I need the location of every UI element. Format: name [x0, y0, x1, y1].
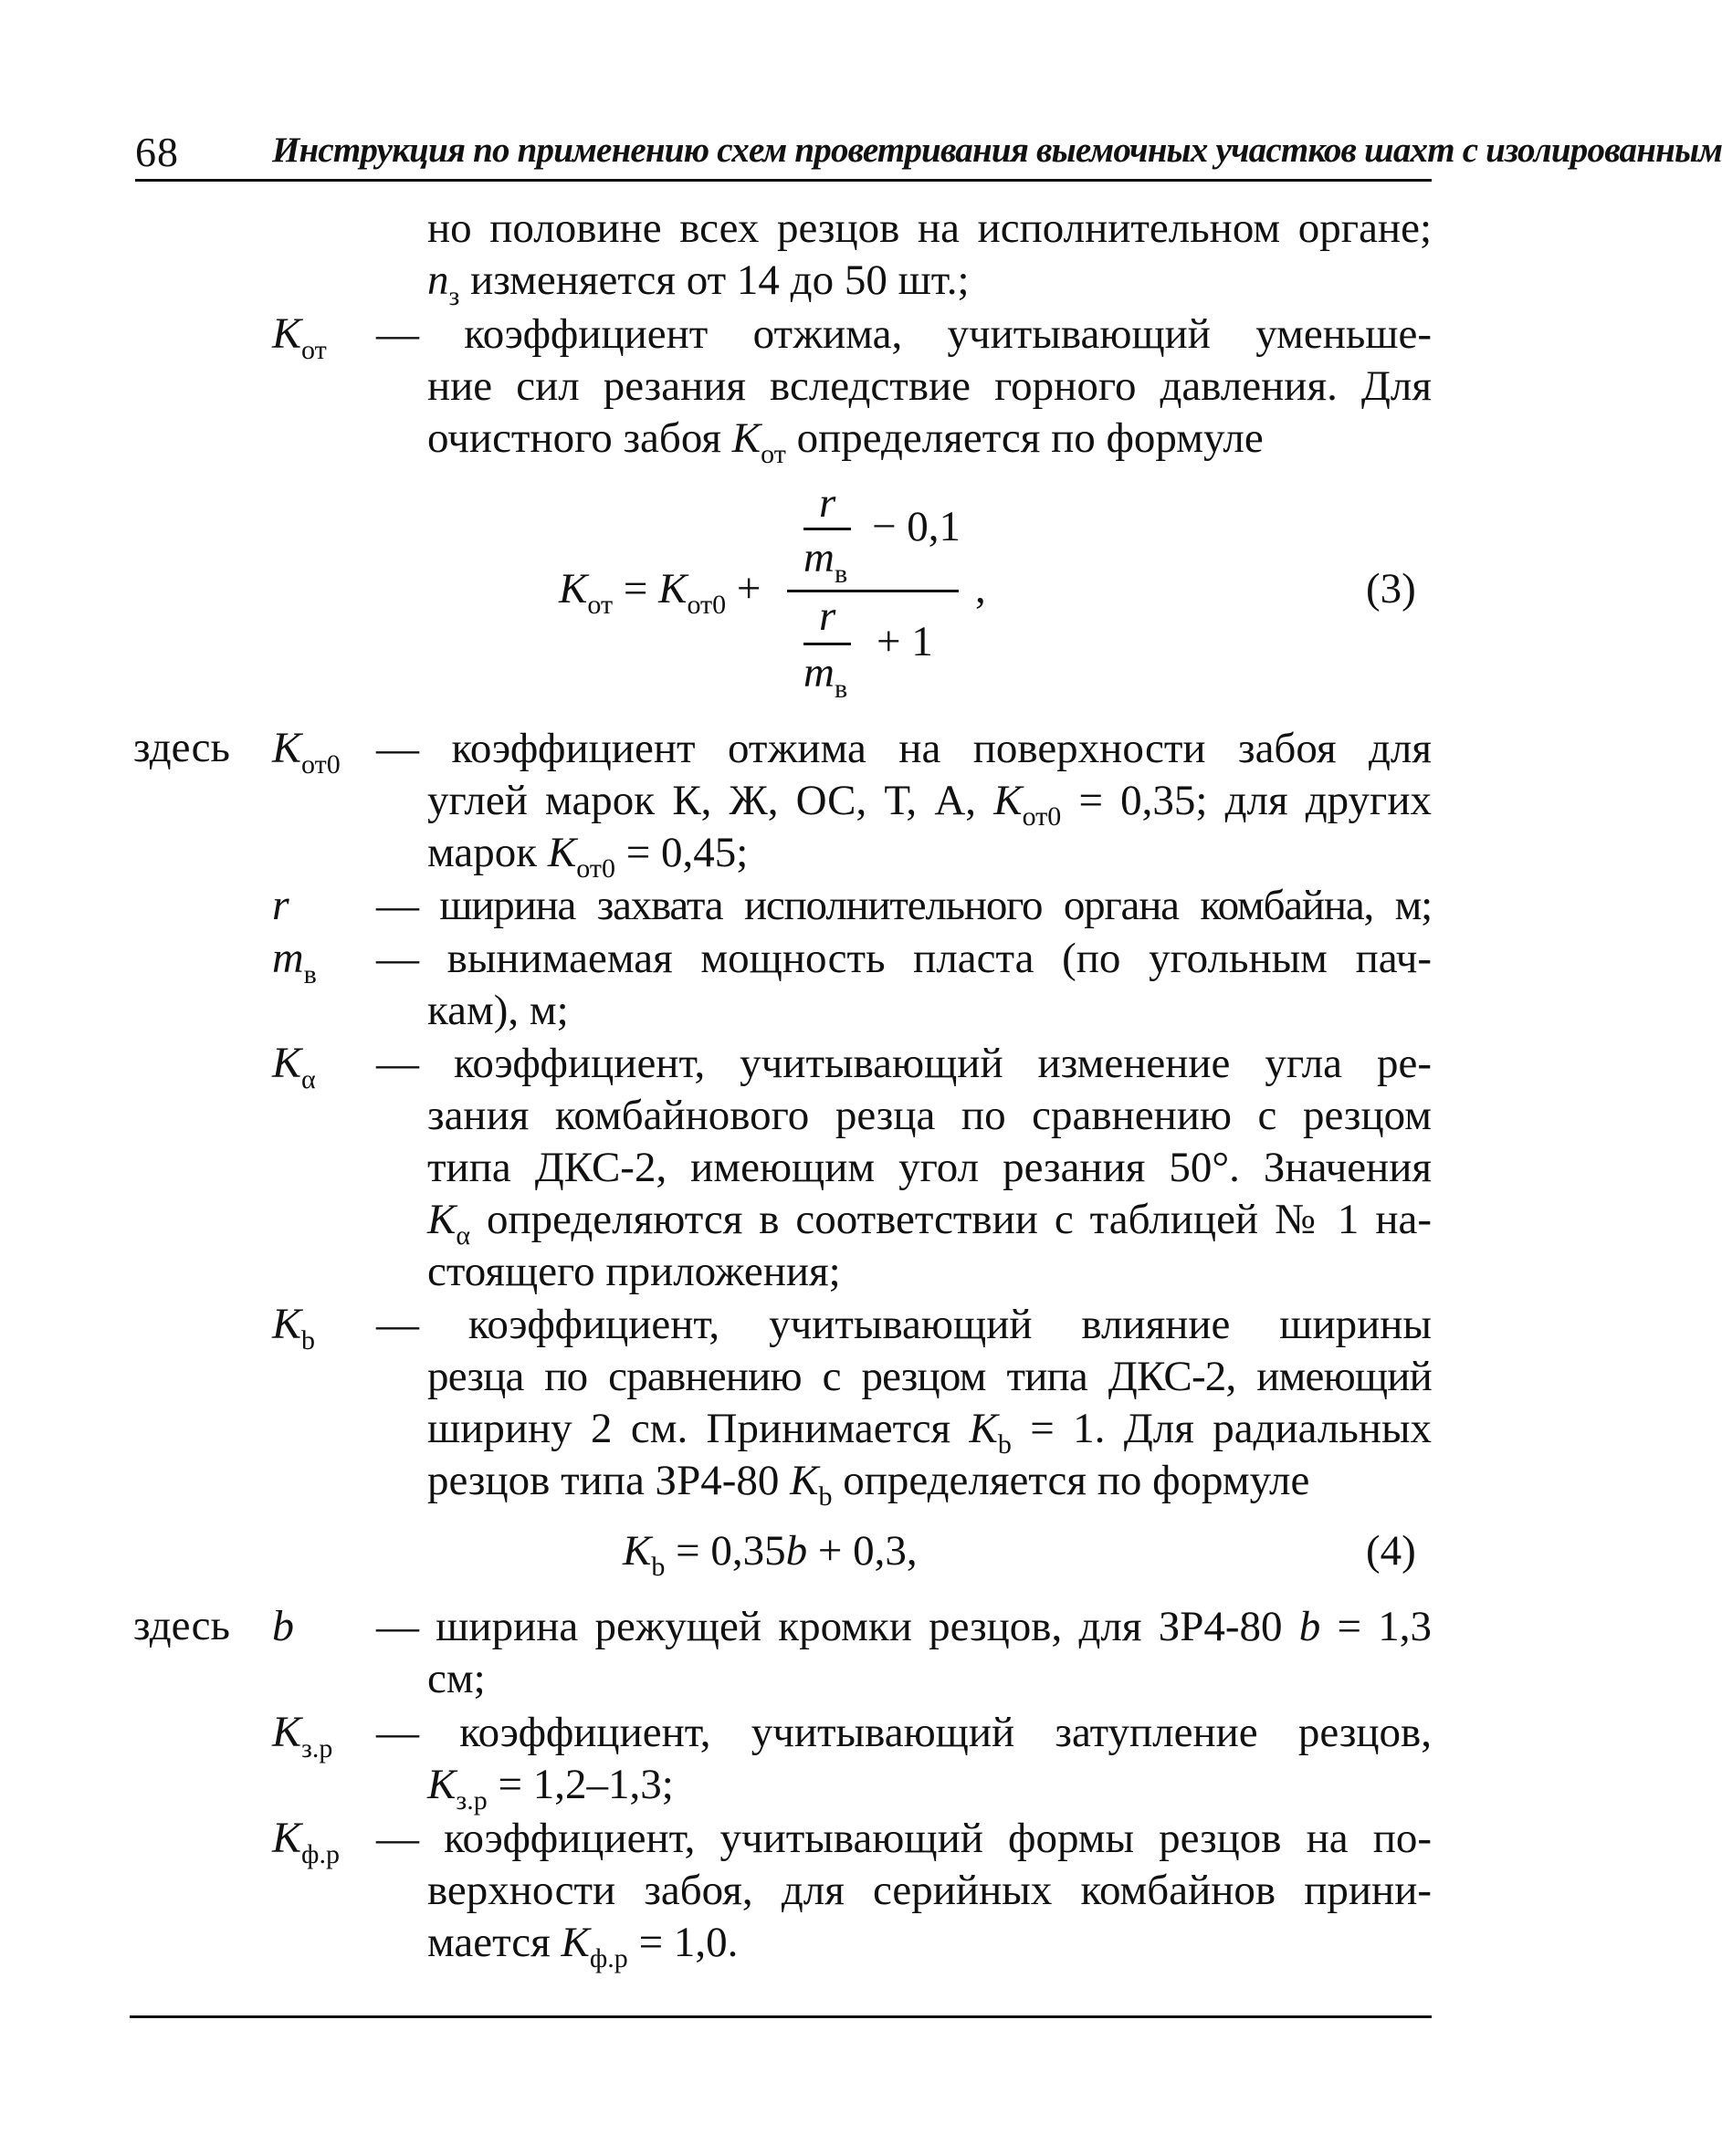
k-alpha-line-4: $K_\alpha$ определяются в соответствии с таблицей № 1 на-	[427, 1196, 1432, 1251]
k-fr-line-2: верхности забоя, для серийных комбайнов прини-	[427, 1867, 1432, 1914]
continuation-line-2: $n_з$ изменяется от 14 до 50 шт.;	[427, 256, 970, 311]
k-ot0-line-2: углей марок К, Ж, ОС, Т, А, $K_{от0} = 0,35$; для других	[427, 777, 1432, 832]
k-ot-line-1: — коэффициент отжима, учитывающий уменьше-	[376, 310, 1432, 358]
continuation-line-1: но половине всех резцов на исполнительном органе;	[427, 204, 1432, 252]
here-label-1: здесь	[133, 724, 230, 771]
k-ot0-line-3: марок $K_{от0} = 0,45$;	[427, 829, 749, 884]
formula-3-den-r: r	[819, 592, 836, 640]
k-ot0-line-1: — коэффициент отжима на поверхности забоя для	[376, 725, 1432, 772]
b-symbol: b	[272, 1602, 294, 1650]
formula-3-num-m: $m_в$	[803, 534, 848, 589]
k-ot-line-3: очистного забоя $K_{от}$ определяется по формуле	[427, 414, 1264, 469]
k-zr-line-2: $K_{з.р} = 1,2-1,3$;	[427, 1761, 674, 1816]
k-alpha-line-3: типа ДКС-2, имеющим угол резания 50°. Значения	[427, 1144, 1432, 1191]
header-rule	[135, 179, 1432, 182]
k-b-line-2: резца по сравнению с резцом типа ДКС-2, имеющий	[427, 1353, 1432, 1400]
formula-3-den-m: $m_в$	[803, 649, 848, 704]
running-title: Инструкция по применению схем проветривания выемочных участков шахт с изолированным	[272, 131, 1722, 170]
k-b-line-3: ширину 2 см. Принимается $K_b = 1$. Для радиальных	[427, 1405, 1433, 1460]
formula-4: $K_b = 0,35b + 0,3$,	[623, 1527, 918, 1582]
k-alpha-line-1: — коэффициент, учитывающий изменение угла ре-	[376, 1040, 1432, 1087]
k-b-symbol: $K_b$	[272, 1300, 316, 1355]
formula-3-minus: − 0,1	[872, 503, 961, 550]
m-v-symbol: $m_в$	[272, 934, 317, 989]
k-ot0-symbol: $K_{от0}$	[272, 724, 341, 780]
k-zr-symbol: $K_{з.р}$	[272, 1708, 333, 1764]
m-v-line-2: кам), м;	[427, 987, 569, 1034]
k-ot-symbol: $K_{от}$	[272, 309, 327, 365]
k-b-line-4: резцов типа ЗР4-80 $K_b$ определяется по формуле	[427, 1457, 1310, 1512]
k-fr-line-1: — коэффициент, учитывающий формы резцов на по-	[376, 1815, 1432, 1862]
k-alpha-line-2: зания комбайнового резца по сравнению с резцом	[427, 1092, 1432, 1139]
r-symbol: r	[272, 881, 289, 929]
formula-3-lhs: $K_{от} = K_{от0}$ +	[559, 565, 761, 620]
b-line-2: см;	[427, 1655, 486, 1702]
k-alpha-line-5: стоящего приложения;	[427, 1248, 841, 1295]
formula-3-num-r: r	[819, 479, 836, 527]
r-line-1: — ширина захвата исполнительного органа комбайна, м;	[376, 882, 1432, 929]
here-label-2: здесь	[133, 1602, 230, 1649]
formula-3-plus-one: + 1	[877, 618, 933, 665]
m-v-line-1: — вынимаемая мощность пласта (по угольным пач-	[376, 935, 1432, 982]
page-number: 68	[135, 129, 179, 175]
k-fr-line-3: мается $K_{ф.р} = 1,0$.	[427, 1919, 739, 1973]
k-fr-symbol: $K_{ф.р}$	[272, 1814, 340, 1869]
formula-3-comma: ,	[975, 565, 986, 612]
k-zr-line-1: — коэффициент, учитывающий затупление резцов,	[376, 1709, 1432, 1756]
formula-3-inner-bar-bottom	[803, 643, 851, 645]
k-alpha-symbol: $K_\alpha$	[272, 1039, 316, 1094]
k-b-line-1: — коэффициент, учитывающий влияние ширины	[376, 1301, 1432, 1348]
k-ot-line-2: ние сил резания вследствие горного давления. Для	[427, 362, 1432, 410]
formula-3-number: (3)	[1366, 565, 1416, 612]
formula-3-inner-bar-top	[803, 528, 851, 530]
footer-rule	[130, 2015, 1432, 2018]
b-line-1: — ширина режущей кромки резцов, для ЗР4-80 b = 1,3	[376, 1603, 1432, 1650]
formula-3-main-bar	[787, 590, 959, 592]
formula-4-number: (4)	[1366, 1527, 1416, 1575]
